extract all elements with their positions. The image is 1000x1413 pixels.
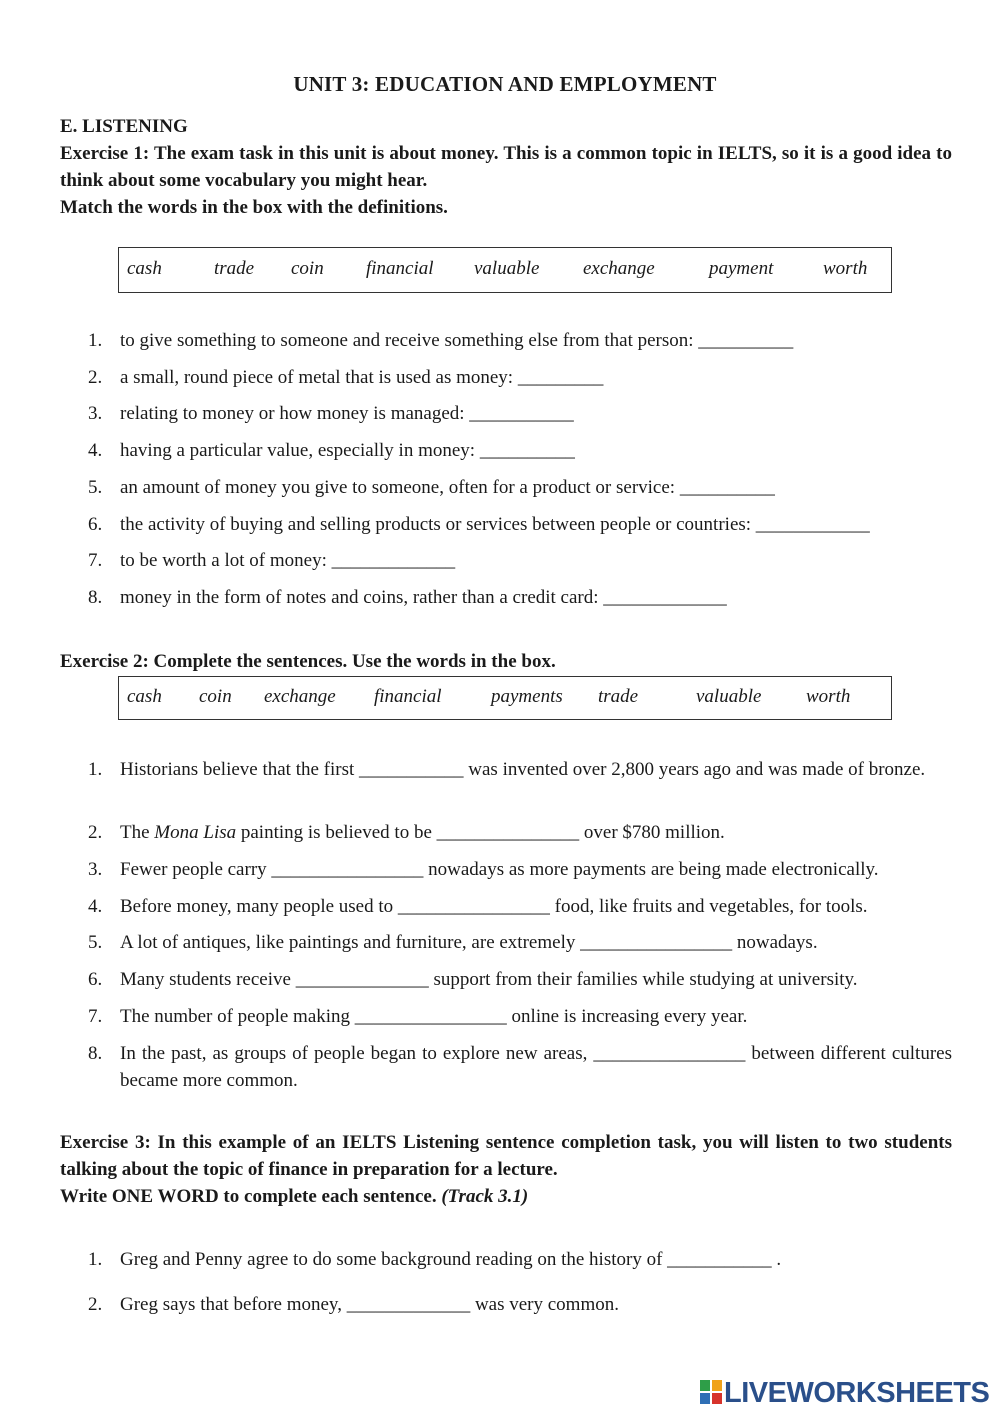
section-heading: E. LISTENING xyxy=(60,116,188,137)
word-box-1-word: cash xyxy=(127,258,162,279)
item-text-pre: The xyxy=(120,822,155,843)
item-number: 3. xyxy=(88,403,103,424)
item-number: 1. xyxy=(88,330,103,351)
item-number: 4. xyxy=(88,896,103,917)
item-text[interactable]: money in the form of notes and coins, rather than a credit card: _____________ xyxy=(120,587,727,608)
word-box-2-word: trade xyxy=(598,686,639,707)
item-text[interactable]: Many students receive ______________ support from their families while studying at university. xyxy=(120,969,858,990)
item-text[interactable] xyxy=(120,819,952,846)
item-text[interactable]: relating to money or how money is managed: ___________ xyxy=(120,403,574,424)
item-text[interactable]: a small, round piece of metal that is used as money: _________ xyxy=(120,367,604,388)
item-text[interactable]: having a particular value, especially in money: __________ xyxy=(120,440,575,461)
item-number: 1. xyxy=(88,1249,103,1270)
item-number: 8. xyxy=(88,1043,103,1064)
item-text-post: painting is believed to be _______________ over $780 million. xyxy=(236,822,725,843)
word-box-1-word: financial xyxy=(366,258,434,279)
item-number: 2. xyxy=(88,367,103,388)
liveworksheets-logo-text: LIVEWORKSHEETS xyxy=(724,1377,990,1409)
item-text[interactable]: Fewer people carry ________________ nowadays as more payments are being made electronically. xyxy=(120,859,879,880)
item-number: 1. xyxy=(88,759,103,780)
item-text[interactable]: A lot of antiques, like paintings and furniture, are extremely ________________ nowadays. xyxy=(120,932,818,953)
item-text-title: Mona Lisa xyxy=(154,822,237,843)
item-text[interactable]: The number of people making ________________ online is increasing every year. xyxy=(120,1006,748,1027)
word-box-1-word: valuable xyxy=(474,258,540,279)
exercise-1-subinstruction: Match the words in the box with the definitions. xyxy=(60,197,448,218)
track-label: (Track 3.1) xyxy=(441,1186,529,1207)
word-box-2-word: coin xyxy=(199,686,232,707)
exercise-3-instruction-text: Write ONE WORD to complete each sentence. xyxy=(60,1186,437,1207)
word-box-2-word: payments xyxy=(491,686,563,707)
word-box-1-word: worth xyxy=(823,258,868,279)
item-text[interactable]: In the past, as groups of people began to explore new areas, ________________ between different cultures became more common. xyxy=(120,1043,952,1091)
item-number: 6. xyxy=(88,969,103,990)
page-title: UNIT 3: EDUCATION AND EMPLOYMENT xyxy=(293,72,717,96)
item-number: 7. xyxy=(88,1006,103,1027)
item-number: 7. xyxy=(88,550,103,571)
word-box-2-word: financial xyxy=(374,686,442,707)
item-text[interactable]: the activity of buying and selling products or services between people or countries: ____________ xyxy=(120,514,870,535)
item-text[interactable]: Before money, many people used to ________________ food, like fruits and vegetables, for tools. xyxy=(120,896,868,917)
exercise-2-instruction: Exercise 2: Complete the sentences. Use the words in the box. xyxy=(60,651,556,672)
word-box-2 xyxy=(118,676,892,720)
item-number: 2. xyxy=(88,1294,103,1315)
liveworksheets-logo-icon xyxy=(700,1380,722,1404)
item-number: 6. xyxy=(88,514,103,535)
word-box-1-word: payment xyxy=(709,258,774,279)
word-box-1-word: coin xyxy=(291,258,324,279)
word-box-1-word: trade xyxy=(214,258,255,279)
exercise-3-subinstruction xyxy=(60,1183,952,1210)
word-box-2-word: cash xyxy=(127,686,162,707)
item-text[interactable]: Greg and Penny agree to do some background reading on the history of ___________ . xyxy=(120,1249,782,1270)
word-box-1 xyxy=(118,247,892,293)
item-text[interactable]: to be worth a lot of money: _____________ xyxy=(120,550,456,571)
item-number: 4. xyxy=(88,440,103,461)
item-text[interactable]: Greg says that before money, _____________ was very common. xyxy=(120,1294,619,1315)
word-box-2-word: exchange xyxy=(264,686,336,707)
exercise-3-instruction: Exercise 3: In this example of an IELTS Listening sentence completion task, you will listen to two students talking about the topic of finance in preparation for a lecture. xyxy=(60,1132,952,1180)
word-box-2-word: valuable xyxy=(696,686,762,707)
word-box-1-word: exchange xyxy=(583,258,655,279)
item-number: 3. xyxy=(88,859,103,880)
exercise-1-instruction: Exercise 1: The exam task in this unit is about money. This is a common topic in IELTS, so it is a good idea to think about some vocabulary you might hear. xyxy=(60,143,952,191)
item-number: 2. xyxy=(88,822,103,843)
item-number: 5. xyxy=(88,477,103,498)
item-text[interactable]: an amount of money you give to someone, often for a product or service: __________ xyxy=(120,477,775,498)
item-text[interactable]: Historians believe that the first ___________ was invented over 2,800 years ago and was made of bronze. xyxy=(120,759,926,780)
item-text[interactable]: to give something to someone and receive something else from that person: __________ xyxy=(120,330,794,351)
word-box-2-word: worth xyxy=(806,686,851,707)
item-number: 5. xyxy=(88,932,103,953)
item-number: 8. xyxy=(88,587,103,608)
